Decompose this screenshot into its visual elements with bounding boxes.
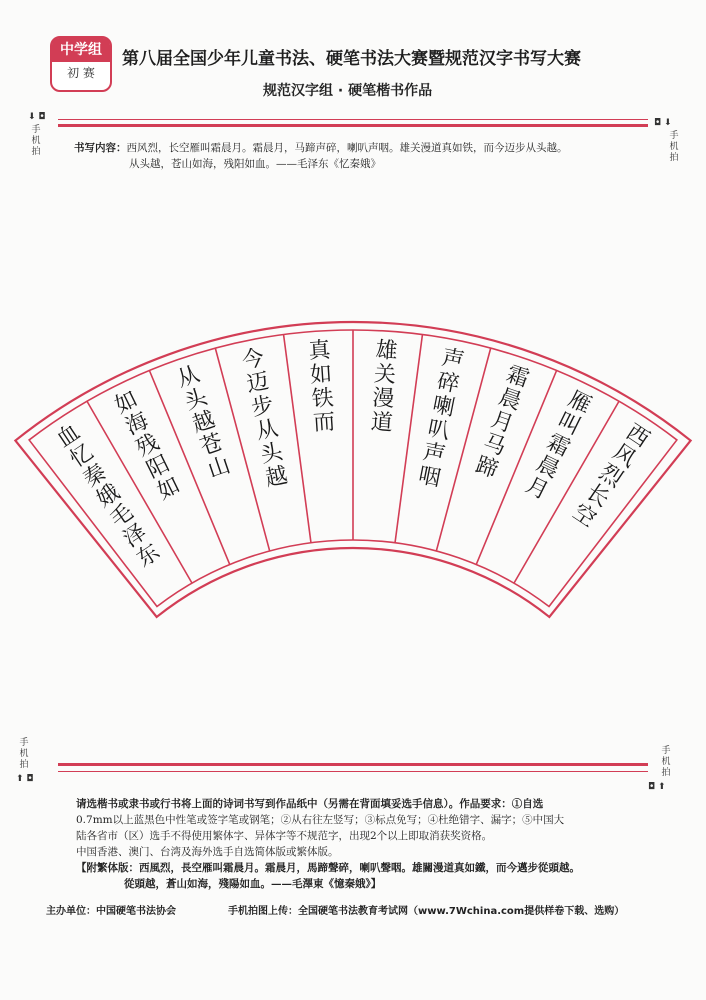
fan-character: 忆 (65, 439, 98, 473)
fan-character: 烈 (594, 459, 627, 493)
page-title: 第八届全国少年儿童书法、硬笔书法大赛暨规范汉字书写大赛 (122, 49, 581, 69)
fan-outline (15, 322, 690, 617)
fan-divider (395, 335, 422, 543)
content-label: 书写内容： (74, 142, 127, 154)
fan-character: 步 (249, 392, 276, 422)
fan-character: 咽 (416, 463, 443, 492)
fan-character: 从 (173, 361, 203, 393)
instructions (76, 796, 636, 892)
fan-character: 晨 (532, 451, 564, 484)
fan-character: 铁 (310, 385, 335, 413)
fan-character: 霜 (503, 361, 533, 393)
fan-character: 喇 (430, 392, 457, 422)
fan-character: 空 (568, 499, 601, 533)
fan-character: 关 (373, 361, 397, 389)
badge-round-label: 初 赛 (67, 66, 95, 80)
fan-character: 从 (253, 416, 281, 445)
instructions-line-5: 【附繁体版：西風烈，長空雁叫霜晨月。霜晨月，馬蹄聲碎，喇叭聲咽。雄關漫道真如鐵，而今邁步從頭越。 (76, 862, 580, 874)
fan-character: 月 (521, 472, 553, 505)
fan-character: 秦 (79, 459, 112, 493)
instructions-line-6: 從頭越，蒼山如海，殘陽如血。——毛澤東《憶秦娥》】 (124, 878, 382, 890)
badge-group-label: 中学组 (52, 38, 110, 62)
fan-character: 西 (621, 419, 654, 453)
bottom-rule-thick (58, 763, 648, 766)
side-label-phone-shot: 手机拍 (31, 125, 41, 157)
fan-character: 霜 (542, 429, 574, 462)
fan-character: 叭 (425, 416, 453, 445)
side-label-phone-shot: 手机拍 (669, 131, 679, 163)
fan-character: 雁 (564, 386, 595, 419)
fan-character: 道 (369, 409, 394, 437)
fan-character: 越 (263, 463, 290, 492)
bottom-rule-thin (58, 771, 648, 772)
fan-character: 如 (309, 361, 333, 389)
fan-character: 蹄 (472, 452, 502, 484)
instructions-line-3: 陆各省市（区）选手不得使用繁体字、异体字等不规范字，出现2个以上即取消获奖资格。 (76, 830, 493, 842)
camera-icon: ⬆ ◘ (16, 774, 34, 784)
fan-character: 迈 (244, 368, 272, 398)
side-label-phone-shot: 手机拍 (661, 746, 671, 778)
instructions-line-1: 请选楷书或隶书或行书将上面的诗词书写到作品纸中（另需在背面填妥选手信息）。作品要求：①自选 (76, 798, 544, 810)
fan-character: 月 (487, 407, 517, 438)
fan-character: 马 (479, 429, 509, 461)
fan-character: 漫 (371, 385, 396, 413)
fan-character: 残 (132, 429, 164, 462)
content-line-2: 从头越，苍山如海，残阳如血。——毛泽东《忆秦娥》 (129, 158, 381, 170)
content-line-1: 西风烈，长空雁叫霜晨月。霜晨月，马蹄声碎，喇叭声咽。雄关漫道真如铁，而今迈步从头越。 (126, 142, 568, 154)
fan-character: 山 (204, 452, 234, 484)
fan-character: 东 (132, 539, 165, 573)
fan-character: 血 (52, 419, 85, 453)
side-label-phone-shot: 手机拍 (19, 738, 29, 770)
camera-icon: ⬇ ◘ (28, 112, 46, 122)
fan-character: 阳 (142, 451, 174, 484)
fan-character: 头 (258, 439, 286, 469)
organizer: 主办单位：中国硬笔书法协会 (46, 906, 176, 917)
fan-character: 真 (307, 337, 332, 365)
page-subtitle: 规范汉字组 · 硬笔楷书作品 (263, 83, 433, 99)
fan-character: 头 (181, 384, 211, 416)
fan-character: 越 (189, 407, 219, 438)
fan-character: 海 (121, 408, 153, 441)
fan-character: 声 (420, 439, 448, 469)
fan-character: 娥 (92, 479, 125, 513)
fan-character: 叫 (553, 408, 585, 441)
fan-character: 毛 (105, 499, 138, 533)
fan-character: 长 (581, 479, 614, 513)
fan-character: 碎 (434, 368, 462, 398)
fan-character: 风 (608, 439, 641, 473)
fan-character: 雄 (374, 337, 399, 365)
instructions-line-2: 0.7mm以上蓝黑色中性笔或签字笔或钢笔；②从右往左竖写；③标点免写；④杜绝错字、漏字；⑤中国大 (76, 814, 565, 826)
fan-character: 声 (439, 345, 467, 375)
fan-character: 如 (111, 386, 142, 419)
fan-character: 今 (239, 345, 267, 375)
fan-character: 泽 (119, 519, 152, 553)
fan-character: 而 (312, 409, 337, 437)
instructions-line-4: 中国香港、澳门、台湾及海外选手自选简体版或繁体版。 (76, 846, 339, 858)
camera-icon: ◘ ⬆ (648, 782, 666, 792)
fan-divider (284, 335, 311, 543)
camera-icon: ◘ ⬇ (654, 118, 672, 128)
fan-character: 如 (153, 472, 185, 505)
fan-character: 晨 (495, 384, 525, 416)
upload-info: 手机拍图上传：全国硬笔书法教育考试网（www.7Wchina.com提供样卷下载、选购） (228, 906, 625, 917)
fan-character: 苍 (197, 429, 227, 461)
